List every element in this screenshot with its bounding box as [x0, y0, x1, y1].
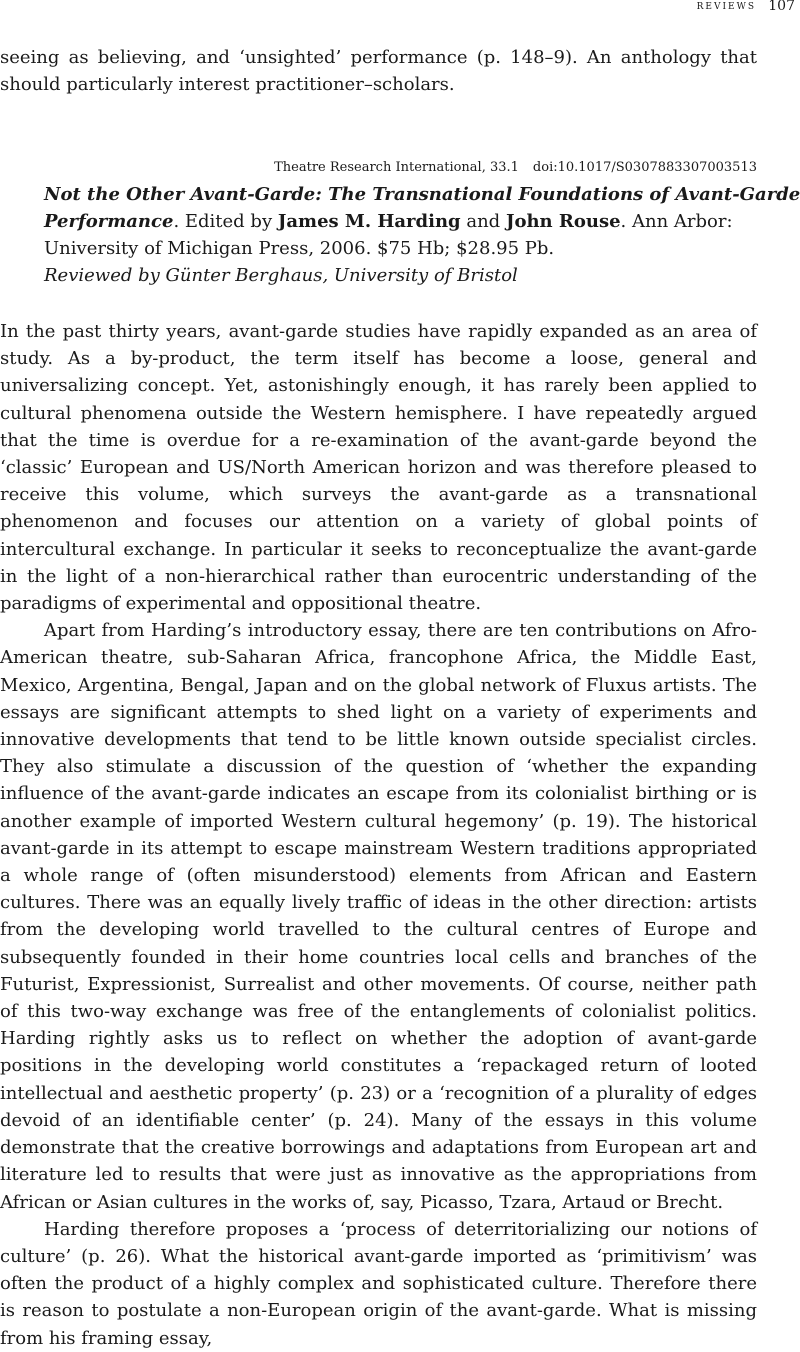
article-meta — [274, 160, 757, 175]
review-body — [0, 318, 757, 1352]
running-head-label: reviews — [696, 0, 756, 13]
book-title-line-1: Not the Other Avant-Garde: The Transnational Foundations of Avant-Garde — [44, 184, 800, 205]
book-title-end: Performance — [44, 211, 174, 232]
carryover-paragraph: seeing as believing, and ‘unsighted’ performance (p. 148–9). An anthology that should particularly interest practitioner–scholars. — [0, 47, 757, 95]
body-paragraph-2: Apart from Harding’s introductory essay, there are ten contributions on Afro-American theatre, sub-Saharan Africa, francophone Africa, the Middle East, Mexico, Argentina, Bengal, Japan and on the global network of Fluxus artists. The essays are significant attempts to shed light on a variety of experiments and innovative developments that tend to be little known outside specialist circles. They also stimulate a discussion of the question of ‘whether the expanding influence of the avant-garde indicates an escape from its colonialist birthing or is another example of imported Western cultural hegemony’ (p. 19). The historical avant-garde in its attempt to escape mainstream Western traditions appropriated a whole range of (often misunderstood) elements from African and Eastern cultures. There was an equally lively traffic of ideas in the other direction: artists from the developing world travelled to the cultural centres of Europe and subsequently founded in their home countries local cells and branches of the Futurist, Expressionist, Surrealist and other movements. Of course, neither path of this two-way exchange was free of the entanglements of colonialist politics. Harding rightly asks us to reflect on whether the adoption of avant-garde positions in the developing world constitutes a ‘repackaged return of looted intellectual and aesthetic property’ (p. 23) or a ‘recognition of a plurality of edges devoid of an identifiable center’ (p. 24). Many of the essays in this volume demonstrate that the creative borrowings and adaptations from European art and literature led to results that were just as innovative as the appropriations from African or Asian cultures in the works of, say, Picasso, Tzara, Artaud or Brecht. — [0, 620, 757, 1213]
edited-by: . Edited by — [173, 211, 278, 232]
body-paragraph-3: Harding therefore proposes a ‘process of deterritorializing our notions of culture’ (p. 26). What the historical avant-garde imported as ‘primitivism’ was often the product of a highly complex and sophisticated culture. Therefore there is reason to postulate a non-European origin of the avant-garde. What is missing from his framing essay, — [0, 1218, 757, 1349]
editor-conjunction: and — [460, 211, 506, 232]
page-number: 107 — [768, 0, 795, 14]
editor-1: James M. Harding — [277, 211, 461, 232]
reviewer-line — [44, 262, 757, 289]
reviewer: Reviewed by Günter Berghaus — [44, 265, 323, 286]
doi: doi:10.1017/S0307883307003513 — [532, 160, 757, 175]
publisher-line: University of Michigan Press, 2006. $75 Hb; $28.95 Pb. — [44, 238, 555, 259]
editor-2: John Rouse — [505, 211, 621, 232]
running-head — [0, 0, 800, 20]
publication-place: . Ann Arbor: — [620, 211, 733, 232]
reviewer-affiliation: , University of Bristol — [322, 265, 518, 286]
body-paragraph-1: In the past thirty years, avant-garde studies have rapidly expanded as an area of study. As a by-product, the term itself has become a loose, general and universalizing concept. Yet, astonishingly enough, it has rarely been applied to cultural phenomena outside the Western hemisphere. I have repeatedly argued that the time is overdue for a re-examination of the avant-garde beyond the ‘classic’ European and US/North American horizon and was therefore pleased to receive this volume, which surveys the avant-garde as a transnational phenomenon and focuses our attention on a variety of global points of intercultural exchange. In particular it seeks to reconceptualize the avant-garde in the light of a non-hierarchical rather than eurocentric understanding of the paradigms of experimental and oppositional theatre. — [0, 321, 757, 615]
journal-citation: Theatre Research International, 33.1 — [274, 160, 519, 175]
review-header — [44, 181, 800, 289]
book-title-line-2 — [44, 208, 757, 235]
